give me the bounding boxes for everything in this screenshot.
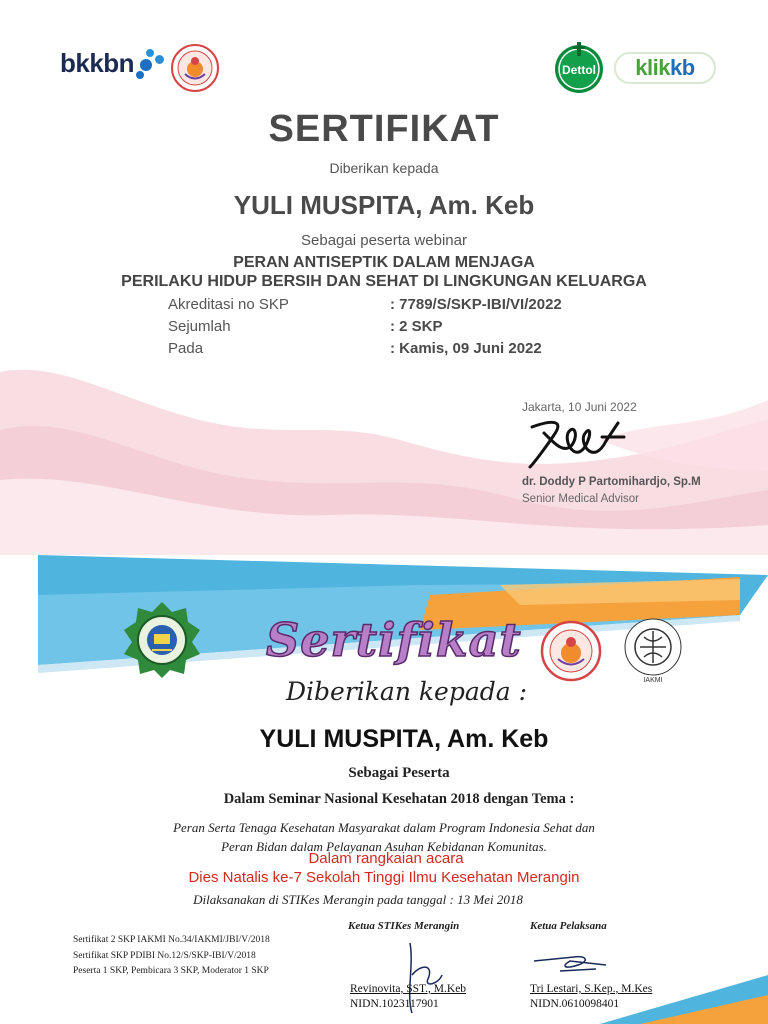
recipient-name: YULI MUSPITA, Am. Keb: [233, 190, 535, 220]
participant-line: Sebagai peserta webinar: [301, 232, 467, 249]
seminar-line: Dalam Seminar Nasional Kesehatan 2018 dengan Tema :: [223, 791, 575, 807]
detail-value: : 2 SKP: [390, 318, 443, 335]
detail-row-amount: [168, 318, 608, 340]
iakmi-label: IAKMI: [643, 677, 663, 684]
iakmi-seal-icon: [620, 617, 686, 685]
skp-notes: [73, 933, 270, 980]
bkkbn-wordmark: bkkbn: [60, 48, 135, 78]
topic-line-1: PERAN ANTISEPTIK DALAM MENJAGA: [233, 254, 535, 271]
signatory2-name: Tri Lestari, S.Kep., M.Kes: [530, 983, 653, 995]
skp-note: Peserta 1 SKP, Pembicara 3 SKP, Moderator 1 SKP: [73, 966, 269, 976]
theme-line-1: Peran Serta Tenaga Kesehatan Masyarakat dalam Program Indonesia Sehat dan: [173, 820, 595, 835]
signer-name: dr. Doddy P Partomihardjo, Sp.M: [522, 476, 701, 488]
topic-line-2: PERILAKU HIDUP BERSIH DAN SEHAT DI LINGKUNGAN KELUARGA: [121, 273, 647, 290]
signatory2-id: NIDN.0610098401: [530, 998, 620, 1010]
detail-row-accreditation: [168, 296, 608, 318]
signature-doddy: [524, 415, 634, 475]
skp-note: Sertifikat 2 SKP IAKMI No.34/IAKMI/JBI/V/2018: [73, 935, 270, 945]
theme-line-2: Peran Bidan dalam Pelayanan Asuhan Kebidanan Komunitas.: [221, 839, 547, 854]
certificate-seminar: [0, 555, 768, 1024]
svg-text:Dettol: Dettol: [562, 63, 596, 77]
signatory1-role: Ketua STIKes Merangin: [348, 920, 460, 932]
held-line: Dilaksanakan di STIKes Merangin pada tanggal : 13 Mei 2018: [193, 892, 523, 907]
bkkbn-logo: [60, 48, 164, 79]
stikes-merangin-seal-icon: [122, 600, 202, 680]
klikkb-part1: klik: [635, 55, 670, 80]
ibi-seal-icon: [540, 620, 602, 682]
signer-role: Senior Medical Advisor: [522, 493, 639, 505]
ibi-seal-icon: [170, 43, 220, 93]
signatory1-id: NIDN.1023117901: [350, 998, 439, 1010]
signatory2-role: Ketua Pelaksana: [530, 920, 607, 932]
detail-label: Pada: [168, 340, 204, 357]
klikkb-logo: [614, 52, 716, 84]
certificate-title: Sertifikat: [266, 613, 522, 667]
event-line-1: Dalam rangkaian acara: [308, 850, 464, 867]
given-to-label: Diberikan kepada :: [286, 677, 528, 706]
signatory1-name: Revinovita, SST., M.Keb: [350, 983, 467, 995]
dettol-logo: [553, 42, 605, 94]
place-and-date: Jakarta, 10 Juni 2022: [522, 400, 637, 414]
webinar-topic: [0, 253, 768, 291]
given-to-label: Diberikan kepada: [329, 160, 439, 176]
detail-label: Akreditasi no SKP: [168, 296, 289, 313]
detail-row-date: [168, 340, 608, 362]
bkkbn-dots-icon: [136, 49, 164, 79]
recipient-name: YULI MUSPITA, Am. Keb: [259, 725, 549, 753]
participant-line: Sebagai Peserta: [348, 765, 450, 781]
certificate-title: SERTIFIKAT: [268, 108, 500, 150]
certificate-details: [168, 296, 608, 362]
signature-tri-lestari: [530, 947, 610, 977]
skp-note: Sertifikat SKP PDIBI No.12/S/SKP-IBI/V/2018: [73, 950, 256, 961]
detail-value: : 7789/S/SKP-IBI/VI/2022: [390, 296, 562, 313]
detail-label: Sejumlah: [168, 318, 231, 335]
event-line-2: Dies Natalis ke-7 Sekolah Tinggi Ilmu Kesehatan Merangin: [188, 869, 580, 886]
detail-value: : Kamis, 09 Juni 2022: [390, 340, 542, 357]
klikkb-part2: kb: [670, 55, 695, 80]
